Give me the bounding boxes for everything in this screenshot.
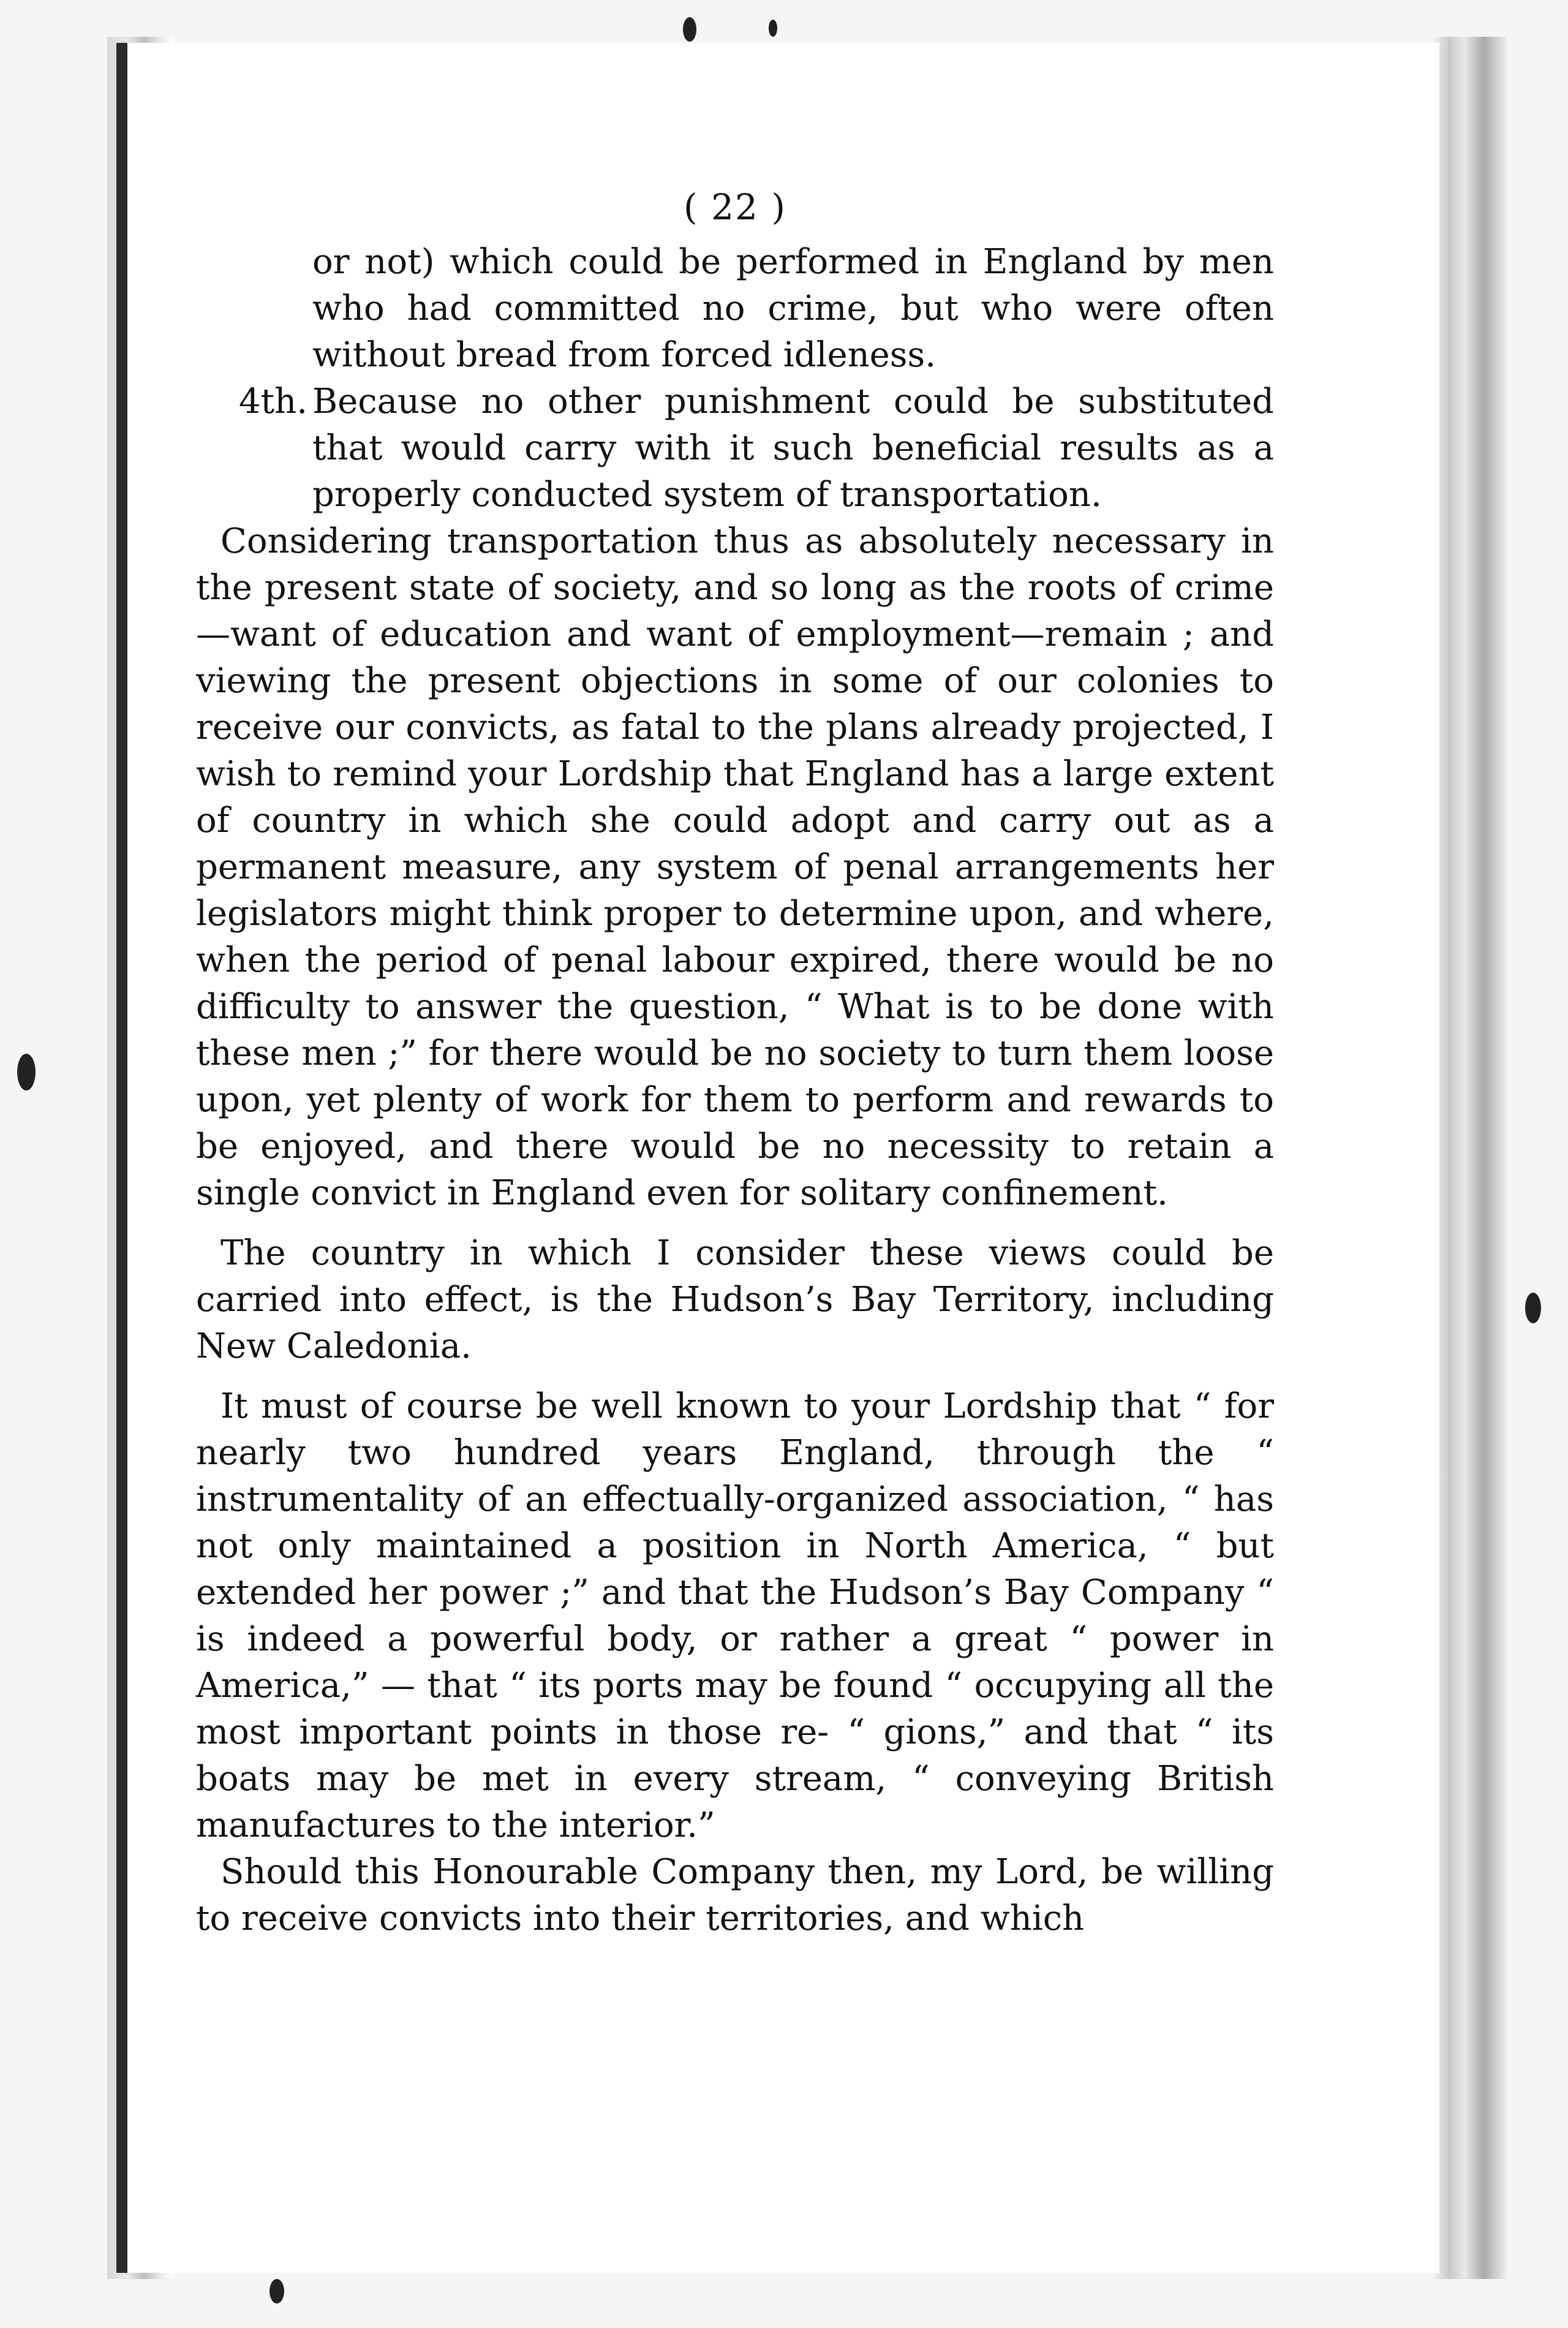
list-item-4 <box>196 379 1274 518</box>
paragraph: The country in which I consider these views could be carried into effect, is the Hudson’s Bay Territory, including New Caledonia. <box>196 1233 1274 1366</box>
page-text <box>196 184 1274 1942</box>
paragraph: Should this Honourable Company then, my Lord, be willing to receive convicts into their territories, and which <box>196 1852 1274 1938</box>
scan-speck <box>270 2279 284 2303</box>
list-item-text: Because no other punishment could be substituted that would carry with it such beneficial results as a properly conducted system of transportation. <box>312 382 1274 515</box>
scan-speck <box>683 17 696 42</box>
book-page-edges-right <box>1430 37 1507 2279</box>
paragraph: Considering transportation thus as absolutely necessary in the present state of society, and so long as the roots of crime—want of education and want of employment—remain ; and viewing the present objections in some of our colonies to receive our convicts, as fatal to the plans already projected, I wish to remind your Lordship that England has a large extent of country in which she could adopt and carry out as a permanent measure, any system of penal arrangements her legislators might think proper to determine upon, and where, when the period of penal labour expired, there would be no difficulty to answer the question, “ What is to be done with these men ;” for there would be no society to turn them loose upon, yet plenty of work for them to perform and rewards to be enjoyed, and there would be no necessity to retain a single convict in England even for solitary confinement. <box>196 521 1274 1213</box>
paragraph: It must of course be well known to your Lordship that “ for nearly two hundred years England, through the “ instrumentality of an effectually-organized association, “ has not only maintained a position in North America, “ but extended her power ;” and that the Hudson’s Bay Company “ is indeed a powerful body, or rather a great “ power in America,” — that “ its ports may be found “ occupying all the most important points in those re- “ gions,” and that “ its boats may be met in every stream, “ conveying British manufactures to the interior.” <box>196 1386 1274 1845</box>
scan-speck <box>17 1054 36 1090</box>
continued-list-item: or not) which could be performed in England by men who had committed no crime, but who were often without bread from forced idleness. <box>312 242 1274 375</box>
page-number: ( 22 ) <box>684 186 786 228</box>
scan-speck <box>769 20 777 37</box>
scan-speck <box>1525 1293 1541 1323</box>
list-item-number: 4th. <box>239 382 307 421</box>
